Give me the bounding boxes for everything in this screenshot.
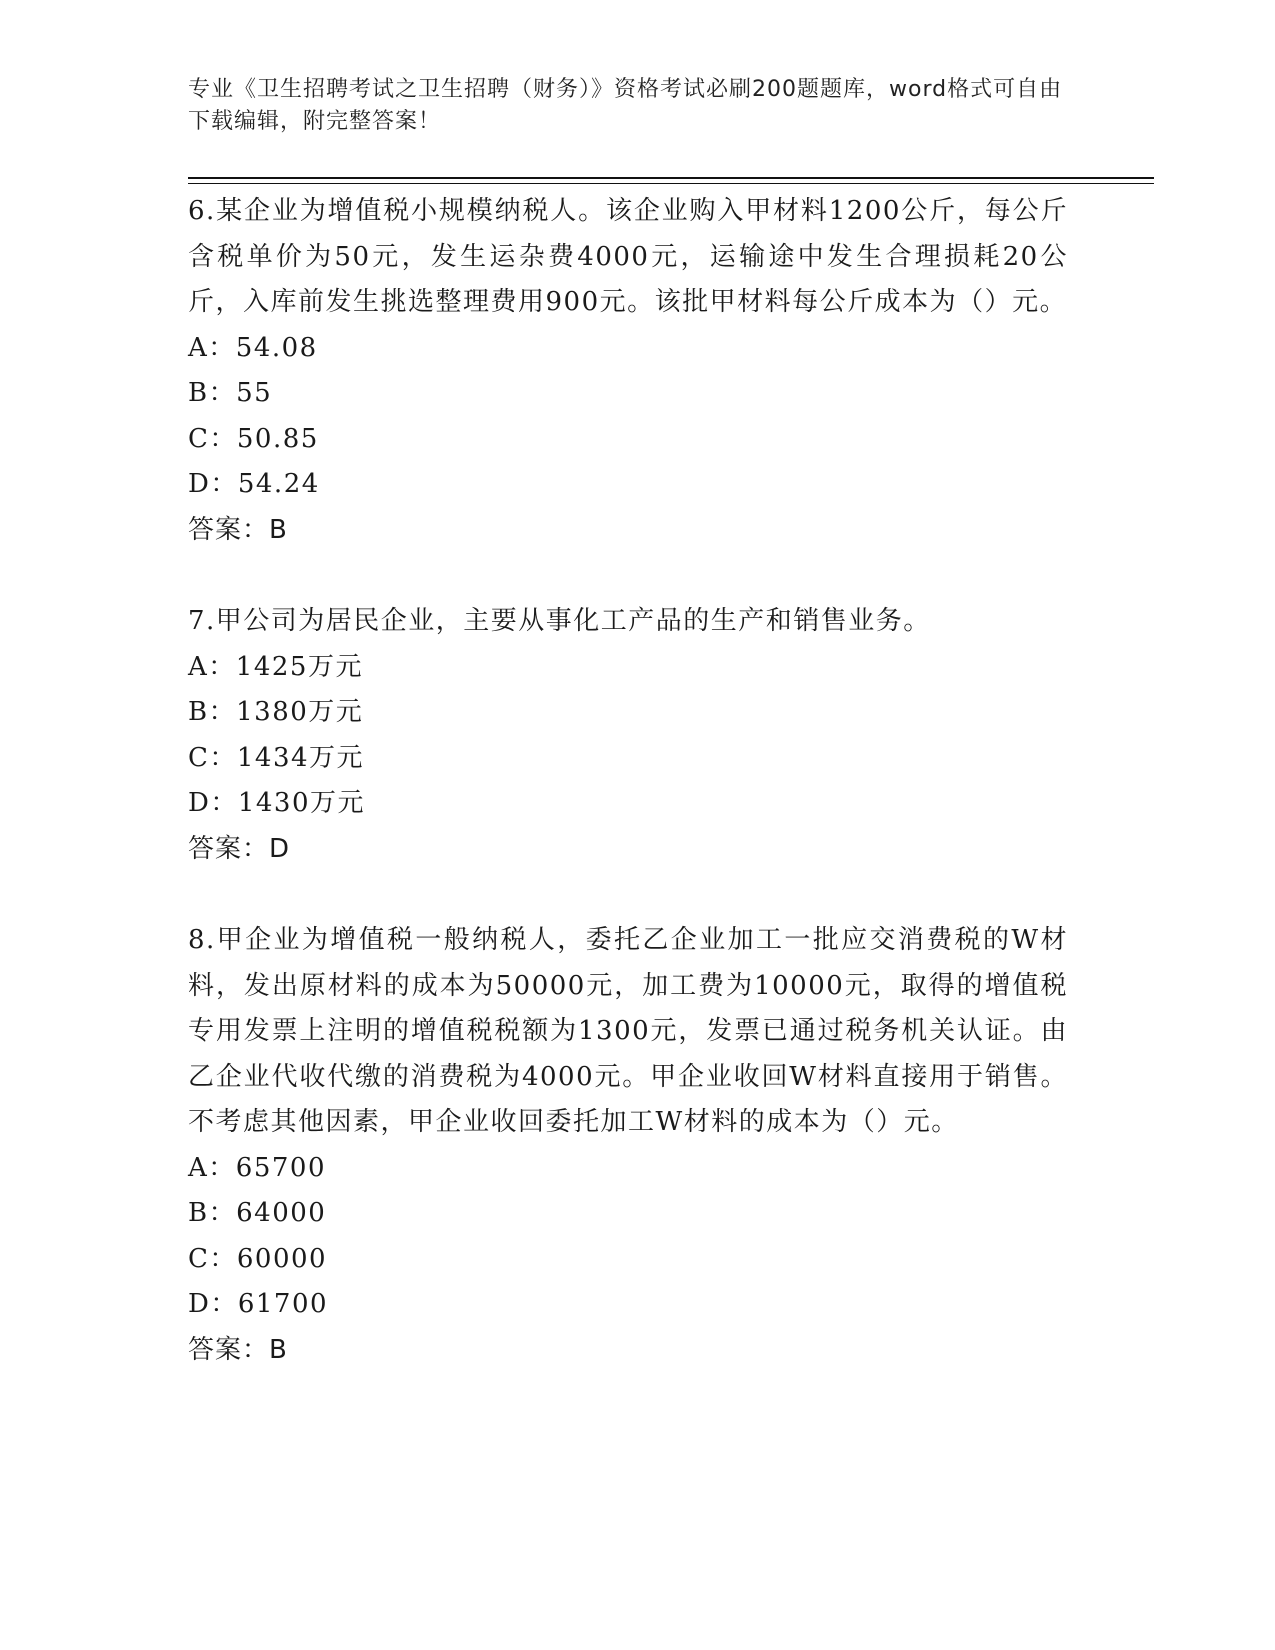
question-text: 6.某企业为增值税小规模纳税人。该企业购入甲材料1200公斤，每公斤含税单价为50元，发生运杂费4000元，运输途中发生合理损耗20公斤，入库前发生挑选整理费用900元。该批甲材料每公斤成本为（）元。: [188, 196, 1068, 317]
question-spacer: [188, 553, 1068, 599]
option-b: B：55: [188, 378, 273, 408]
option-c: C：60000: [188, 1243, 328, 1274]
question-text: 7.甲公司为居民企业，主要从事化工产品的生产和销售业务。: [188, 606, 931, 636]
option-d: D：61700: [188, 1289, 329, 1319]
question-text: 8.甲企业为增值税一般纳税人，委托乙企业加工一批应交消费税的W材料，发出原材料的成本为50000元，加工费为10000元，取得的增值税专用发票上注明的增值税税额为1300元，发票已通过税务机关认证。由乙企业代收代缴的消费税为4000元。甲企业收回W材料直接用于销售。不考虑其他因素，甲企业收回委托加工W材料的成本为（）元。: [188, 925, 1068, 1137]
document-header: [188, 74, 1068, 138]
answer-line: 答案：B: [188, 1334, 288, 1365]
option-a: A：65700: [188, 1152, 326, 1183]
option-a: A：54.08: [188, 332, 318, 363]
question-6: [188, 189, 1068, 553]
option-b: B：64000: [188, 1198, 327, 1228]
question-spacer: [188, 872, 1068, 918]
question-8: [188, 918, 1068, 1373]
option-d: D：54.24: [188, 469, 320, 499]
question-7: [188, 599, 1068, 872]
header-divider-thick: [188, 177, 1154, 179]
option-b: B：1380万元: [188, 697, 364, 727]
header-divider-thin: [188, 183, 1154, 184]
answer-line: 答案：D: [188, 833, 291, 864]
option-a: A：1425万元: [188, 651, 363, 682]
option-c: C：50.85: [188, 423, 319, 454]
option-d: D：1430万元: [188, 788, 366, 818]
answer-line: 答案：B: [188, 514, 288, 545]
option-c: C：1434万元: [188, 742, 365, 773]
header-text: 专业《卫生招聘考试之卫生招聘（财务）》资格考试必刷200题题库，word格式可自由下载编辑，附完整答案！: [188, 77, 1063, 134]
question-list: [188, 189, 1068, 1373]
